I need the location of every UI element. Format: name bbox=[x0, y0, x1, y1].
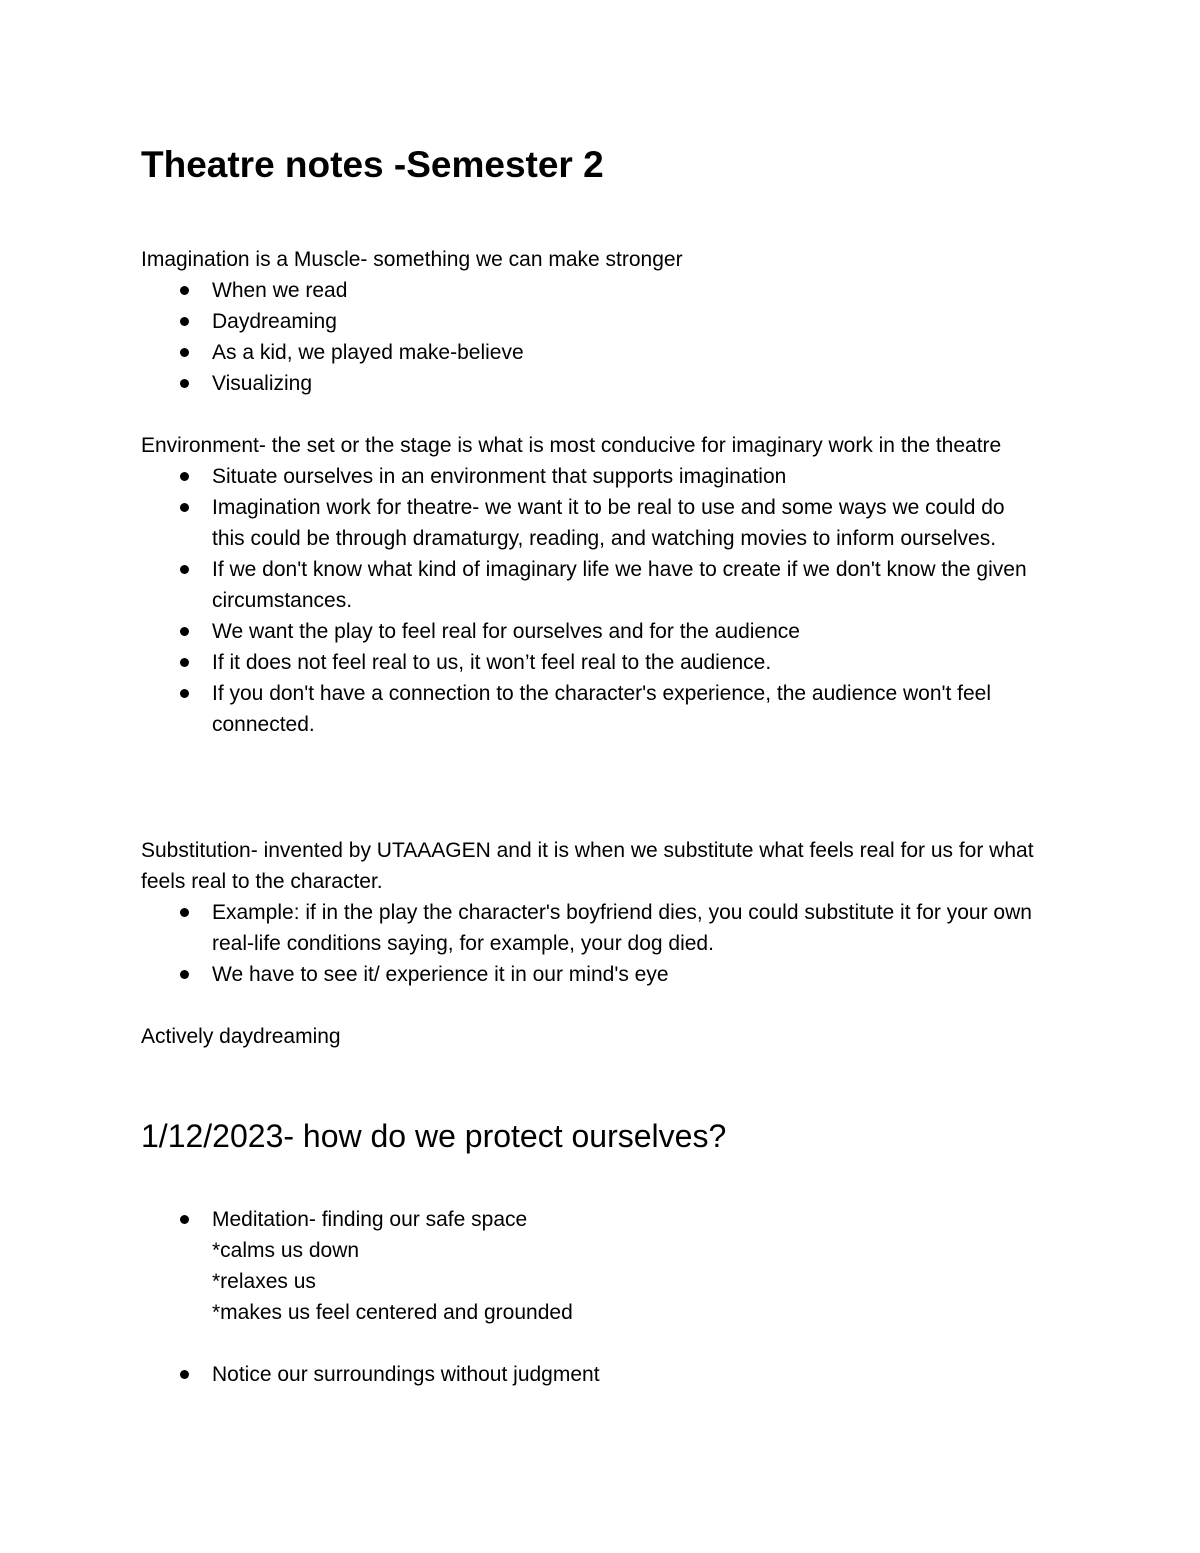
bullet-icon bbox=[180, 348, 189, 357]
list-item: If it does not feel real to us, it won’t feel real to the audience. bbox=[141, 647, 1071, 678]
section-notice bbox=[141, 1359, 1081, 1390]
list-item: Situate ourselves in an environment that supports imagination bbox=[141, 461, 1071, 492]
list-item: If you don't have a connection to the character's experience, the audience won't feel connected. bbox=[141, 678, 1047, 740]
bullet-icon bbox=[180, 472, 189, 481]
imagination-heading: Imagination is a Muscle- something we can make stronger bbox=[141, 248, 683, 271]
bullet-icon bbox=[180, 286, 189, 295]
bullet-icon bbox=[180, 503, 189, 512]
bullet-icon bbox=[180, 689, 189, 698]
protect-list bbox=[141, 1204, 1081, 1328]
list-item: We have to see it/ experience it in our mind's eye bbox=[141, 959, 1061, 990]
environment-heading: Environment- the set or the stage is what is most conducive for imaginary work in the theatre bbox=[141, 434, 1002, 457]
bullet-icon bbox=[180, 627, 189, 636]
document-title: Theatre notes -Semester 2 bbox=[141, 144, 604, 185]
environment-list bbox=[141, 461, 1071, 740]
list-item: Visualizing bbox=[141, 368, 1081, 399]
list-item: Daydreaming bbox=[141, 306, 1081, 337]
section-environment bbox=[141, 430, 1071, 740]
bullet-icon bbox=[180, 317, 189, 326]
bullet-icon bbox=[180, 970, 189, 979]
meditation-subline: *calms us down bbox=[212, 1239, 360, 1262]
list-item: We want the play to feel real for ourselves and for the audience bbox=[141, 616, 1071, 647]
section-substitution bbox=[141, 835, 1061, 990]
notice-list bbox=[141, 1359, 1081, 1390]
section-actively bbox=[141, 1021, 1081, 1052]
bullet-icon bbox=[180, 908, 189, 917]
section-imagination bbox=[141, 244, 1081, 399]
meditation-subline: *makes us feel centered and grounded bbox=[212, 1301, 573, 1324]
bullet-icon bbox=[180, 658, 189, 667]
meditation-label: Meditation- finding our safe space bbox=[212, 1208, 528, 1231]
substitution-list bbox=[141, 897, 1061, 990]
protect-heading: 1/12/2023- how do we protect ourselves? bbox=[141, 1118, 727, 1154]
list-item: Notice our surroundings without judgment bbox=[141, 1359, 1081, 1390]
substitution-heading: Substitution- invented by UTAAAGEN and it is when we substitute what feels real for us for what feels real to the character. bbox=[141, 839, 1034, 893]
meditation-subline: *relaxes us bbox=[212, 1270, 316, 1293]
list-item: Example: if in the play the character's boyfriend dies, you could substitute it for your own real-life conditions saying, for example, your dog died. bbox=[141, 897, 1057, 959]
list-item-meditation bbox=[141, 1204, 1081, 1328]
bullet-icon bbox=[180, 379, 189, 388]
section-protect bbox=[141, 1204, 1081, 1328]
bullet-icon bbox=[180, 565, 189, 574]
list-item: As a kid, we played make-believe bbox=[141, 337, 1081, 368]
bullet-icon bbox=[180, 1370, 189, 1379]
imagination-list bbox=[141, 275, 1081, 399]
list-item: When we read bbox=[141, 275, 1081, 306]
actively-daydreaming-text: Actively daydreaming bbox=[141, 1025, 341, 1048]
list-item: If we don't know what kind of imaginary life we have to create if we don't know the given circumstances. bbox=[141, 554, 1027, 616]
list-item: Imagination work for theatre- we want it to be real to use and some ways we could do this could be through dramaturgy, reading, and watching movies to inform ourselves. bbox=[141, 492, 1027, 554]
bullet-icon bbox=[180, 1215, 189, 1224]
